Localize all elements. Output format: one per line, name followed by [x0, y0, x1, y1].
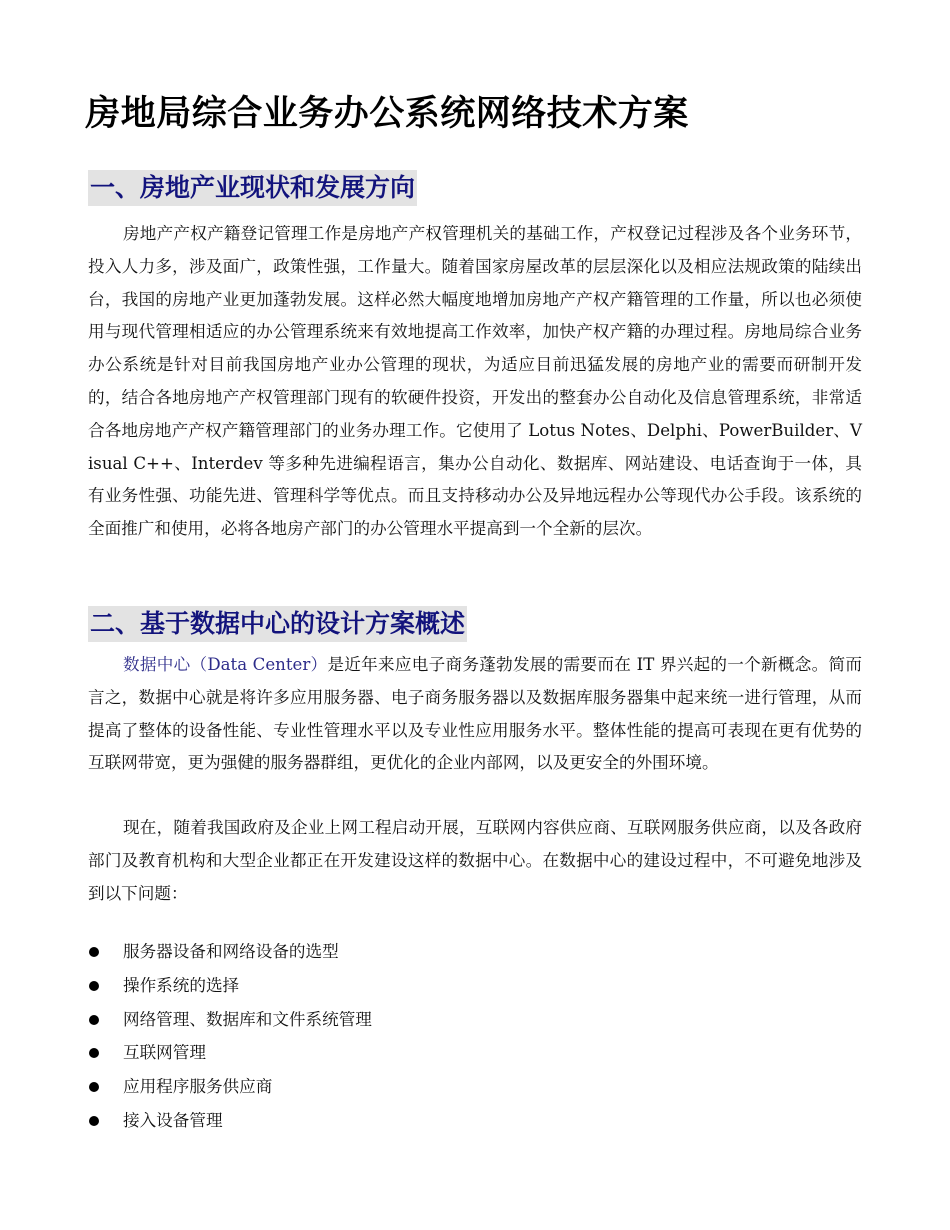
list-item	[88, 935, 372, 969]
list-item	[88, 1104, 372, 1138]
section-1-paragraph: 房地产产权产籍登记管理工作是房地产产权管理机关的基础工作，产权登记过程涉及各个业务环节，投入人力多，涉及面广，政策性强，工作量大。随着国家房屋改革的层层深化以及相应法规政策的陆续出台，我国的房地产业更加蓬勃发展。这样必然大幅度地增加房地产产权产籍管理的工作量，所以也必须使用与现代管理相适应的办公管理系统来有效地提高工作效率，加快产权产籍的办理过程。房地局综合业务办公系统是针对目前我国房地产业办公管理的现状，为适应目前迅猛发展的房地产业的需要而研制开发的，结合各地房地产产权管理部门现有的软硬件投资，开发出的整套办公自动化及信息管理系统，非常适合各地房地产产权产籍管理部门的业务办理工作。它使用了 Lotus Notes、Delphi、PowerBuilder、Visual C++、Interdev 等多种先进编程语言，集办公自动化、数据库、网站建设、电话查询于一体，具有业务性强、功能先进、管理科学等优点。而且支持移动办公及异地远程办公等现代办公手段。该系统的全面推广和使用，必将各地房产部门的办公管理水平提高到一个全新的层次。	[88, 224, 862, 539]
bullet-icon	[89, 1015, 99, 1025]
bullet-icon	[89, 981, 99, 991]
bullet-icon	[89, 1082, 99, 1092]
list-item-text: 应用程序服务供应商	[123, 1077, 273, 1097]
section-1-heading: 一、房地产业现状和发展方向	[88, 170, 417, 206]
section-2-paragraph-2: 现在，随着我国政府及企业上网工程启动开展，互联网内容供应商、互联网服务供应商，以及各政府部门及教育机构和大型企业都正在开发建设这样的数据中心。在数据中心的建设过程中，不可避免地涉及到以下问题：	[88, 818, 862, 903]
section-2-heading: 二、基于数据中心的设计方案概述	[88, 606, 467, 642]
list-item-text: 服务器设备和网络设备的选型	[123, 942, 339, 961]
bullet-icon	[89, 1116, 99, 1126]
issues-bullet-list	[88, 935, 372, 1138]
list-item	[88, 1036, 372, 1070]
list-item	[88, 969, 372, 1003]
list-item-text: 接入设备管理	[123, 1110, 223, 1130]
list-item	[88, 1070, 372, 1104]
section-2-paragraph-1	[88, 649, 862, 780]
list-item	[88, 1003, 372, 1037]
list-item-text: 操作系统的选择	[123, 975, 240, 995]
bullet-icon	[89, 947, 99, 957]
list-item-text: 网络管理、数据库和文件系统管理	[123, 1009, 372, 1029]
list-item-text: 互联网管理	[123, 1043, 206, 1063]
data-center-term: 数据中心（Data Center）	[123, 655, 328, 674]
section-2-paragraph-1-text: 是近年来应电子商务蓬勃发展的需要而在 IT 界兴起的一个新概念。简而言之，数据中心就是将许多应用服务器、电子商务服务器以及数据库服务器集中起来统一进行管理，从而提高了整体的设备性能、专业性管理水平以及专业性应用服务水平。整体性能的提高可表现在更有优势的互联网带宽，更为强健的服务器群组，更优化的企业内部网，以及更安全的外围环境。	[88, 655, 862, 773]
document-title: 房地局综合业务办公系统网络技术方案	[85, 94, 689, 134]
bullet-icon	[89, 1048, 99, 1058]
